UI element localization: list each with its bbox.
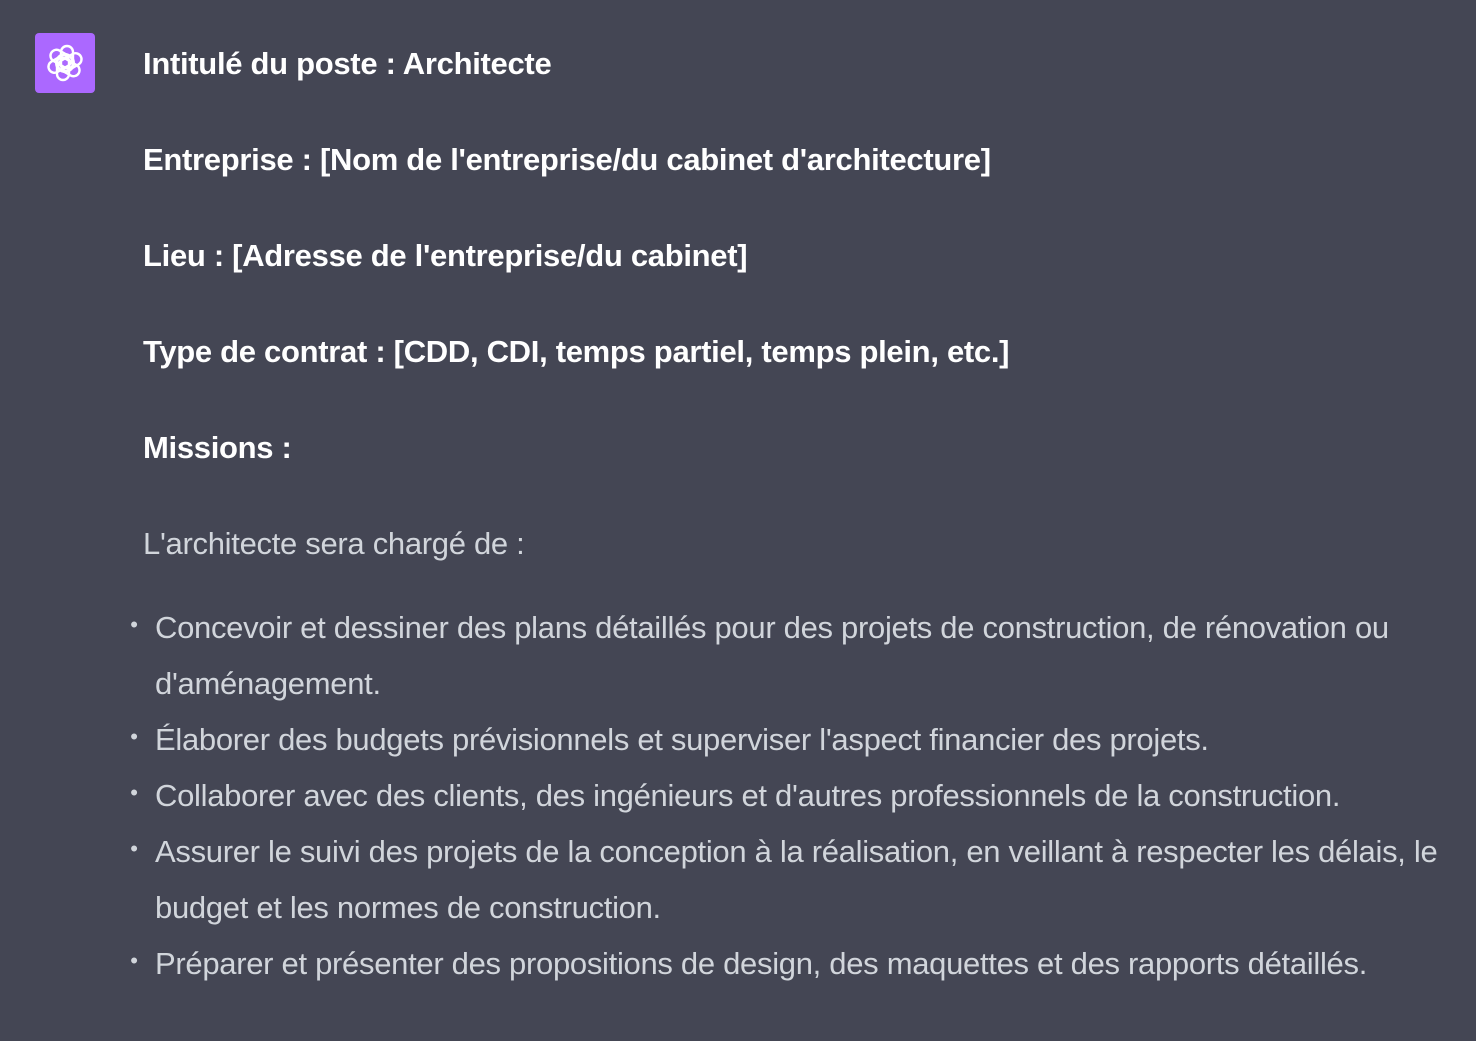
job-title-line: Intitulé du poste : Architecte xyxy=(143,46,552,81)
assistant-message xyxy=(130,36,1453,992)
list-item xyxy=(130,824,1453,936)
missions-heading: Missions : xyxy=(143,430,292,465)
bullet-icon: • xyxy=(130,612,138,637)
list-item xyxy=(130,768,1453,824)
list-item xyxy=(130,600,1453,712)
missions-list xyxy=(130,600,1453,992)
list-item xyxy=(130,712,1453,768)
bullet-icon: • xyxy=(130,780,138,805)
list-item-text: Assurer le suivi des projets de la conception à la réalisation, en veillant à respecter les délais, le budget et les normes de construction. xyxy=(155,834,1438,925)
openai-logo-icon xyxy=(43,41,87,85)
list-item-text: Collaborer avec des clients, des ingénieurs et d'autres professionnels de la construction. xyxy=(155,778,1341,813)
list-item-text: Préparer et présenter des propositions de design, des maquettes et des rapports détaillés. xyxy=(155,946,1368,981)
company-line: Entreprise : [Nom de l'entreprise/du cabinet d'architecture] xyxy=(143,142,991,177)
bullet-icon: • xyxy=(130,948,138,973)
location-line: Lieu : [Adresse de l'entreprise/du cabinet] xyxy=(143,238,748,273)
list-item-text: Concevoir et dessiner des plans détaillés pour des projets de construction, de rénovation ou d'aménagement. xyxy=(155,610,1389,701)
bullet-icon: • xyxy=(130,724,138,749)
missions-intro: L'architecte sera chargé de : xyxy=(143,526,525,561)
list-item xyxy=(130,936,1453,992)
bullet-icon: • xyxy=(130,836,138,861)
assistant-avatar xyxy=(35,33,95,93)
contract-type-line: Type de contrat : [CDD, CDI, temps partiel, temps plein, etc.] xyxy=(143,334,1010,369)
list-item-text: Élaborer des budgets prévisionnels et superviser l'aspect financier des projets. xyxy=(155,722,1209,757)
